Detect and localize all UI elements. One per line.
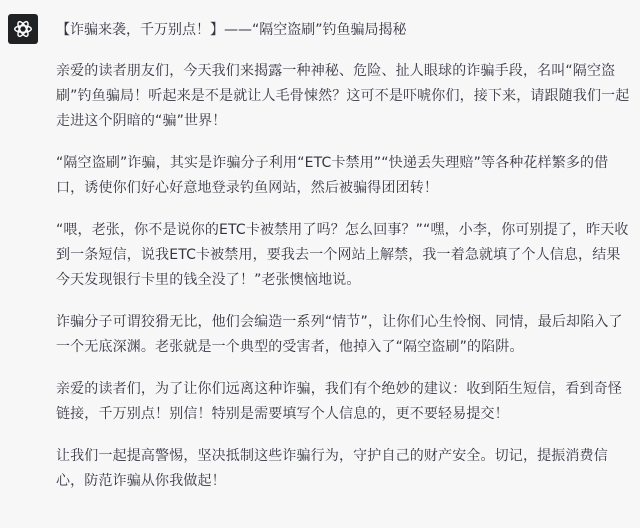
message-paragraph-2: “隔空盗刷”诈骗，其实是诈骗分子利用“ETC卡禁用”“快递丢失理赔”等各种花样繁多的借口，诱使你们好心好意地登录钓鱼网站，然后被骗得团团转！ [56, 155, 609, 196]
message-paragraph-5: 亲爱的读者们，为了让你们远离这种诈骗，我们有个绝妙的建议：收到陌生短信，看到奇怪链接，千万别点！别信！特别是需要填写个人信息的，更不要轻易提交！ [56, 381, 622, 422]
assistant-avatar [8, 14, 38, 44]
message-content [56, 18, 632, 511]
message-paragraph-1: 亲爱的读者朋友们，今天我们来揭露一种神秘、危险、扯人眼球的诈骗手段，名叫“隔空盗刷”钓鱼骗局！听起来是不是就让人毛骨悚然？这可不是吓唬你们，接下来，请跟随我们一起走进这个阴暗的“骗”世界！ [56, 63, 630, 129]
message-title: 【诈骗来袭，千万别点！】——“隔空盗刷”钓鱼骗局揭秘 [56, 22, 407, 38]
message-paragraph-6: 让我们一起提高警惕，坚决抵制这些诈骗行为，守护自己的财产安全。切记，提振消费信心，防范诈骗从你我做起！ [56, 448, 608, 489]
message-paragraph-3: “喂，老张，你不是说你的ETC卡被禁用了吗？怎么回事？”“嘿，小李，你可别提了，昨天收到一条短信，说我ETC卡被禁用，要我去一个网站上解禁，我一着急就填了个人信息，结果今天发现银行卡里的钱全没了！”老张懊恼地说。 [56, 222, 629, 288]
openai-logo-icon [12, 18, 34, 40]
message-paragraph-4: 诈骗分子可谓狡猾无比，他们会编造一系列“情节”，让你们心生怜悯、同情，最后却陷入了一个无底深渊。老张就是一个典型的受害者，他掉入了“隔空盗刷”的陷阱。 [56, 314, 623, 355]
